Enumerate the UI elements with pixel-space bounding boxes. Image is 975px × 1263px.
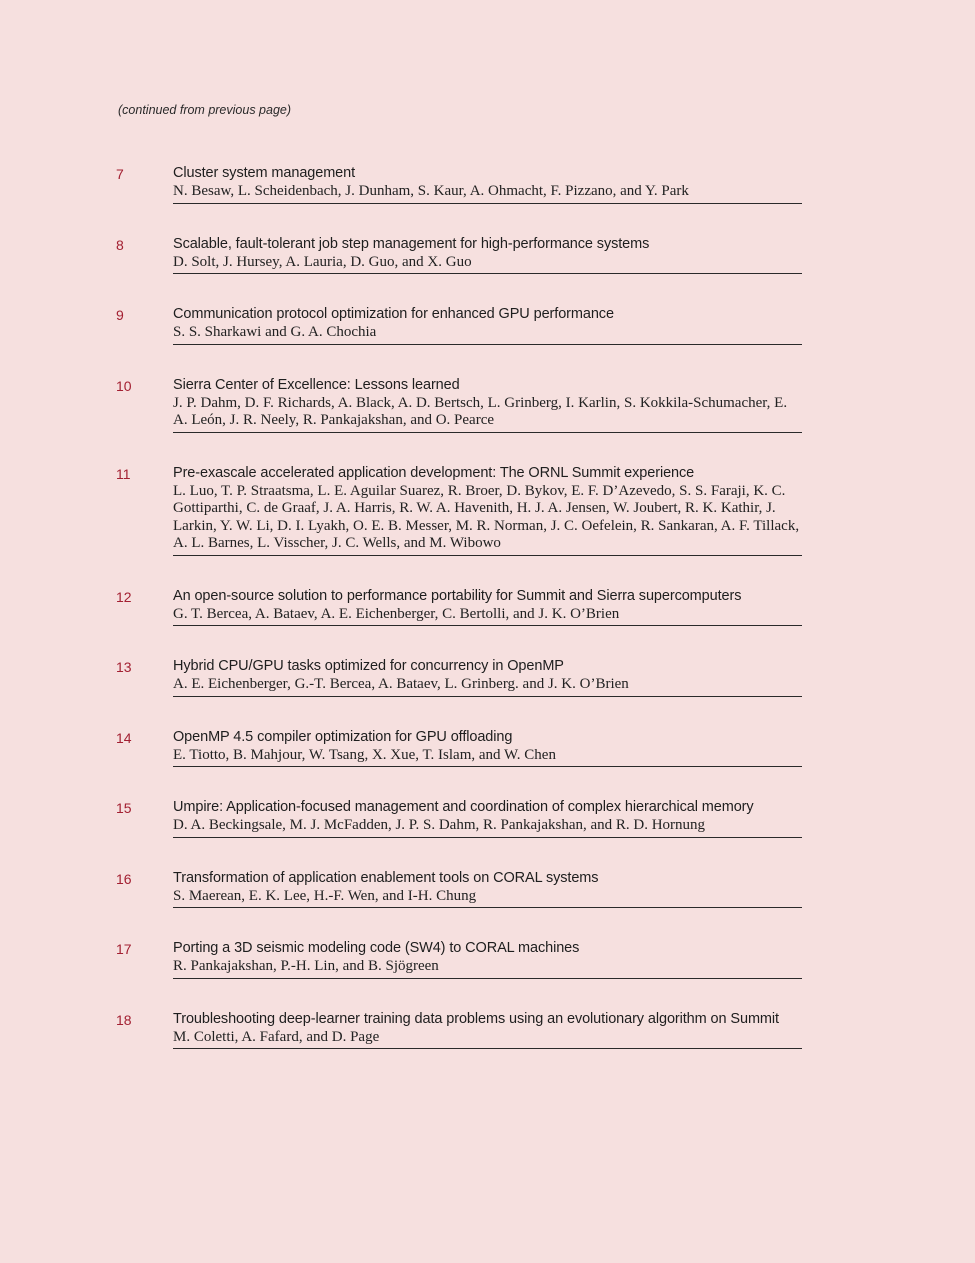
continued-note: (continued from previous page) bbox=[118, 103, 292, 117]
toc-entry-7[interactable] bbox=[0, 164, 975, 204]
entry-authors: R. Pankajakshan, P.-H. Lin, and B. Sjögreen bbox=[173, 958, 439, 974]
entry-number: 14 bbox=[116, 729, 132, 746]
entry-title[interactable]: An open-source solution to performance portability for Summit and Sierra supercomputers bbox=[173, 587, 742, 604]
entry-body bbox=[173, 869, 802, 909]
entry-title[interactable]: Hybrid CPU/GPU tasks optimized for concurrency in OpenMP bbox=[173, 658, 564, 674]
entry-number: 16 bbox=[116, 870, 132, 887]
entry-body bbox=[173, 657, 802, 697]
toc-entry-12[interactable] bbox=[0, 587, 975, 627]
entry-body bbox=[173, 376, 802, 433]
toc-entry-14[interactable] bbox=[0, 728, 975, 768]
entry-authors: N. Besaw, L. Scheidenbach, J. Dunham, S. Kaur, A. Ohmacht, F. Pizzano, and Y. Park bbox=[173, 183, 689, 199]
entry-authors: J. P. Dahm, D. F. Richards, A. Black, A. D. Bertsch, L. Grinberg, I. Karlin, S. Kokkila-Schumacher, E. A. León, J. R. Neely, R. Pankajakshan, and O. Pearce bbox=[173, 394, 788, 428]
entry-body bbox=[173, 728, 802, 768]
entry-authors: G. T. Bercea, A. Bataev, A. E. Eichenberger, C. Bertolli, and J. K. O’Brien bbox=[173, 605, 620, 622]
toc-entry-13[interactable] bbox=[0, 657, 975, 697]
entry-authors: D. Solt, J. Hursey, A. Lauria, D. Guo, and X. Guo bbox=[173, 253, 472, 270]
entry-authors: L. Luo, T. P. Straatsma, L. E. Aguilar Suarez, R. Broer, D. Bykov, E. F. D’Azevedo, S. S. Faraji, K. C. Gottiparthi, C. de Graaf, J. A. Harris, R. W. A. Havenith, H. J. A. Jensen, W. Joubert, R. K. Kathir, J. Larkin, Y. W. Li, D. I. Lyakh, O. E. B. Messer, M. R. Norman, J. C. Oefelein, R. Sankaran, A. F. Tillack, A. L. Barnes, L. Visscher, J. C. Wells, and M. Wibowo bbox=[173, 482, 800, 551]
toc-entry-9[interactable] bbox=[0, 305, 975, 345]
entry-body bbox=[173, 939, 802, 979]
entry-title[interactable]: Sierra Center of Excellence: Lessons learned bbox=[173, 376, 460, 393]
entry-number: 7 bbox=[116, 166, 124, 182]
entry-number: 10 bbox=[116, 377, 132, 394]
entry-authors: E. Tiotto, B. Mahjour, W. Tsang, X. Xue, T. Islam, and W. Chen bbox=[173, 746, 556, 763]
entry-authors: M. Coletti, A. Fafard, and D. Page bbox=[173, 1028, 380, 1045]
entry-number: 18 bbox=[116, 1011, 132, 1028]
entry-body bbox=[173, 164, 802, 204]
entry-number: 15 bbox=[116, 800, 132, 816]
entry-title[interactable]: Scalable, fault-tolerant job step management for high-performance systems bbox=[173, 235, 650, 252]
toc-entry-8[interactable] bbox=[0, 235, 975, 275]
entry-number: 13 bbox=[116, 659, 132, 675]
toc-entry-17[interactable] bbox=[0, 939, 975, 979]
entry-title[interactable]: Communication protocol optimization for enhanced GPU performance bbox=[173, 306, 614, 322]
entry-body bbox=[173, 798, 802, 838]
toc-entry-18[interactable] bbox=[0, 1010, 975, 1050]
entry-number: 12 bbox=[116, 588, 132, 605]
entry-title[interactable]: Troubleshooting deep-learner training data problems using an evolutionary algorithm on Summit bbox=[173, 1010, 779, 1027]
entry-body bbox=[173, 587, 802, 627]
entry-number: 8 bbox=[116, 236, 124, 253]
entry-body bbox=[173, 464, 802, 556]
entry-number: 9 bbox=[116, 307, 124, 323]
entry-authors: S. S. Sharkawi and G. A. Chochia bbox=[173, 324, 377, 340]
table-of-contents bbox=[0, 164, 975, 1080]
entry-title[interactable]: Umpire: Application-focused management and coordination of complex hierarchical memory bbox=[173, 799, 754, 815]
entry-title[interactable]: Transformation of application enablement tools on CORAL systems bbox=[173, 869, 599, 886]
entry-authors: S. Maerean, E. K. Lee, H.-F. Wen, and I-H. Chung bbox=[173, 887, 477, 904]
toc-entry-10[interactable] bbox=[0, 376, 975, 433]
entry-title[interactable]: Pre-exascale accelerated application development: The ORNL Summit experience bbox=[173, 464, 695, 481]
toc-entry-16[interactable] bbox=[0, 869, 975, 909]
entry-title[interactable]: OpenMP 4.5 compiler optimization for GPU offloading bbox=[173, 728, 513, 745]
toc-entry-11[interactable] bbox=[0, 464, 975, 556]
entry-body bbox=[173, 305, 802, 345]
entry-title[interactable]: Porting a 3D seismic modeling code (SW4) to CORAL machines bbox=[173, 940, 580, 956]
entry-title[interactable]: Cluster system management bbox=[173, 165, 356, 181]
entry-body bbox=[173, 235, 802, 275]
entry-body bbox=[173, 1010, 802, 1050]
entry-number: 17 bbox=[116, 941, 132, 957]
entry-authors: D. A. Beckingsale, M. J. McFadden, J. P. S. Dahm, R. Pankajakshan, and R. D. Hornung bbox=[173, 817, 706, 833]
toc-entry-15[interactable] bbox=[0, 798, 975, 838]
entry-authors: A. E. Eichenberger, G.-T. Bercea, A. Bataev, L. Grinberg. and J. K. O’Brien bbox=[173, 676, 629, 692]
entry-number: 11 bbox=[116, 465, 131, 482]
